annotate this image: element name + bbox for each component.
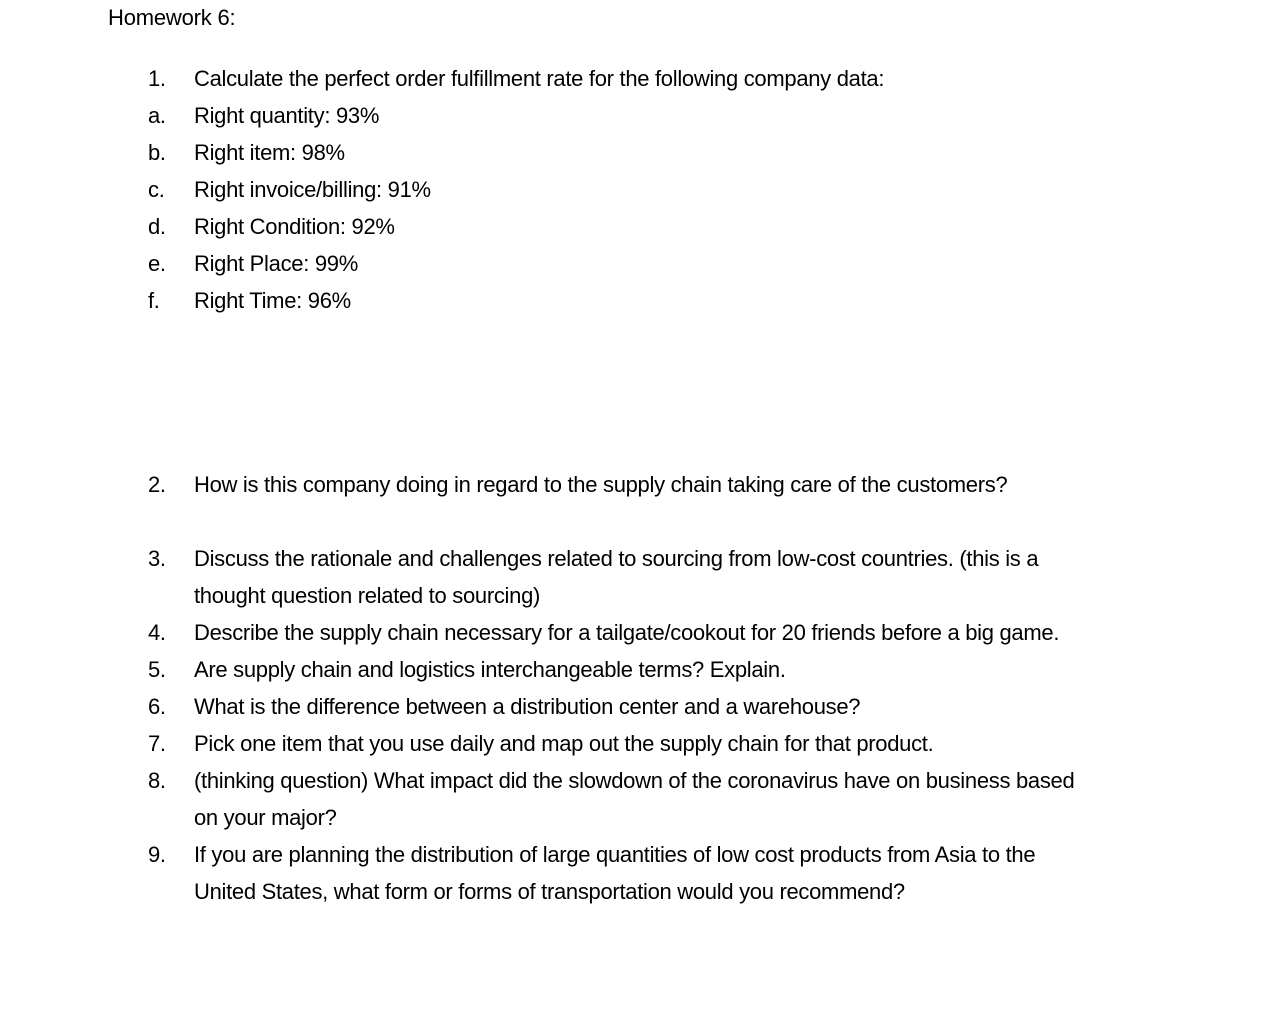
question-3-continuation: thought question related to sourcing) [194,583,541,608]
sub-item-letter: f. [148,288,160,313]
sub-item-text: Right Place: 99% [194,251,358,276]
page-title: Homework 6: [108,5,236,30]
sub-item-letter: c. [148,177,165,202]
question-8-continuation: on your major? [194,805,337,830]
question-number: 3. [148,546,166,571]
sub-item-text: Right item: 98% [194,140,345,165]
question-text: What is the difference between a distribution center and a warehouse? [194,694,861,719]
sub-item-text: Right quantity: 93% [194,103,380,128]
question-number: 9. [148,842,166,867]
question-number: 1. [148,66,166,91]
sub-item-letter: b. [148,140,166,165]
sub-item-text: Right Condition: 92% [194,214,395,239]
sub-item-letter: d. [148,214,166,239]
question-text: How is this company doing in regard to the supply chain taking care of the customers? [194,472,1008,497]
question-text: Discuss the rationale and challenges related to sourcing from low-cost countries. (this is a [194,546,1039,571]
question-text: Calculate the perfect order fulfillment rate for the following company data: [194,66,885,91]
question-number: 7. [148,731,166,756]
question-number: 5. [148,657,166,682]
question-number: 2. [148,472,166,497]
question-text: Describe the supply chain necessary for a tailgate/cookout for 20 friends before a big game. [194,620,1060,645]
sub-item-text: Right invoice/billing: 91% [194,177,431,202]
question-text: Are supply chain and logistics interchangeable terms? Explain. [194,657,786,682]
question-number: 4. [148,620,166,645]
sub-item-letter: e. [148,251,166,276]
question-text: Pick one item that you use daily and map out the supply chain for that product. [194,731,934,756]
question-number: 6. [148,694,166,719]
question-text: (thinking question) What impact did the slowdown of the coronavirus have on business based [194,768,1075,793]
sub-item-text: Right Time: 96% [194,288,351,313]
question-text: If you are planning the distribution of large quantities of low cost products from Asia to the [194,842,1036,867]
question-number: 8. [148,768,166,793]
question-9-continuation: United States, what form or forms of transportation would you recommend? [194,879,905,904]
sub-item-letter: a. [148,103,166,128]
